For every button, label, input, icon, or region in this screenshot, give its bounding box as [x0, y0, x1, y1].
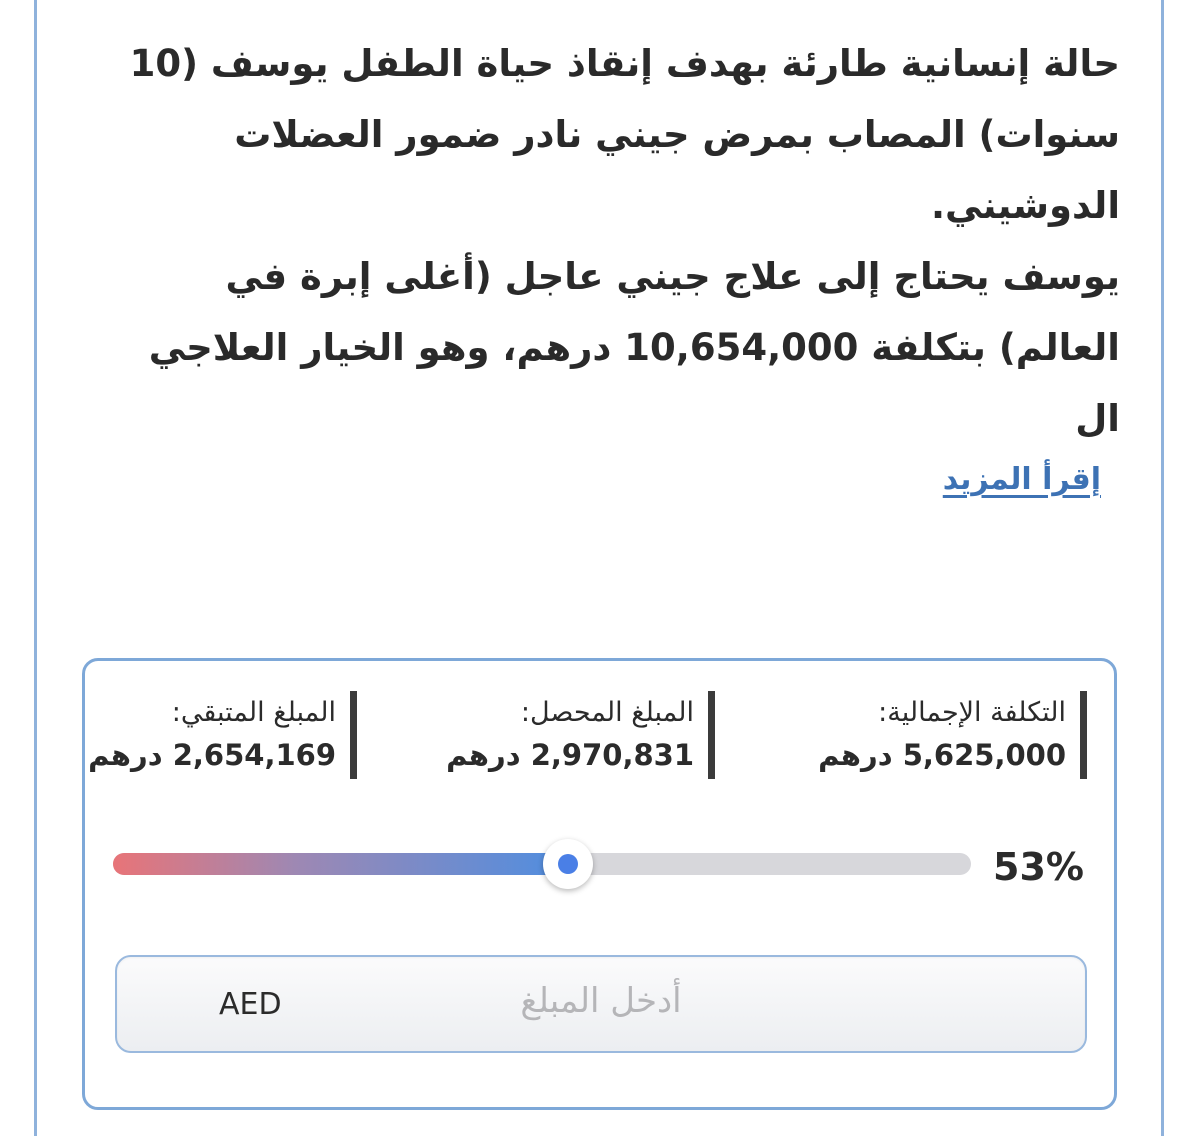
stat-total-cost [818, 691, 1087, 779]
currency-label: AED [219, 987, 282, 1022]
stat-remaining-label: المبلغ المتبقي: [171, 697, 336, 728]
description-paragraph-1: حالة إنسانية طارئة بهدف إنقاذ حياة الطفل يوسف (10 سنوات) المصاب بمرض جيني نادر ضمور العضلات الدوشيني. [129, 42, 1120, 227]
progress-thumb[interactable] [543, 839, 593, 889]
donation-card [82, 658, 1117, 1110]
campaign-description [100, 28, 1120, 454]
amount-placeholder: أدخل المبلغ [520, 981, 682, 1021]
stat-total-value [818, 735, 1066, 775]
stat-remaining-value [88, 735, 336, 775]
stat-collected-currency: درهم [446, 738, 521, 772]
stat-collected-amount: 2,970,831 [530, 738, 694, 772]
stat-collected [446, 691, 715, 779]
stat-remaining-currency: درهم [88, 738, 163, 772]
progress-fill [113, 853, 568, 875]
stat-collected-label: المبلغ المحصل: [520, 697, 694, 728]
read-more-link[interactable]: إقرأ المزيد [942, 462, 1101, 497]
stat-total-currency: درهم [818, 738, 893, 772]
stat-remaining-amount: 2,654,169 [172, 738, 336, 772]
description-paragraph-2: يوسف يحتاج إلى علاج جيني عاجل (أغلى إبرة في العالم) بتكلفة 10,654,000 درهم، وهو الخيار العلاجي ال [148, 255, 1120, 440]
stat-remaining [88, 691, 357, 779]
progress-track [113, 853, 971, 875]
stat-collected-value [446, 735, 694, 775]
amount-input[interactable] [115, 955, 1087, 1053]
stat-total-amount: 5,625,000 [902, 738, 1066, 772]
progress-percent: 53% [993, 845, 1084, 889]
stat-total-label: التكلفة الإجمالية: [878, 697, 1066, 728]
